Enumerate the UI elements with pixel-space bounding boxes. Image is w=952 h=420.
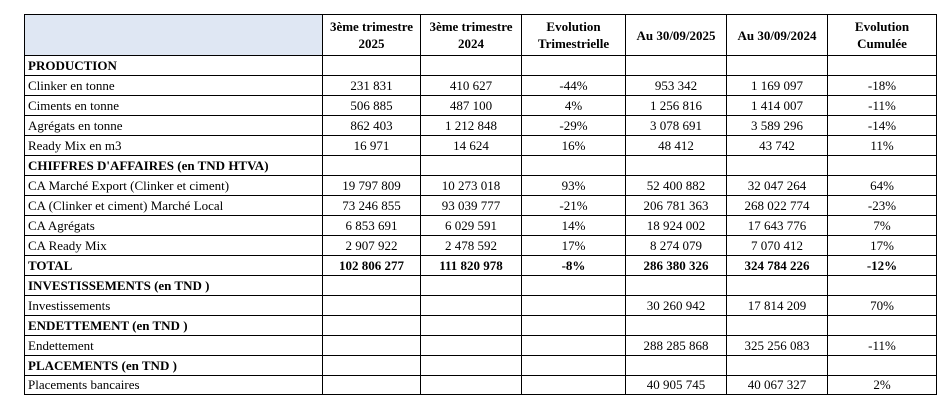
cell-ytd-2024: 40 067 327 <box>727 376 828 395</box>
cell-q3-2025 <box>323 276 421 296</box>
table-row <box>25 196 937 216</box>
header-q3-2024: 3ème trimestre 2024 <box>421 15 522 56</box>
cell-ytd-2024: 1 414 007 <box>727 96 828 116</box>
cell-q3-2024 <box>421 356 522 376</box>
cell-evolution-cumulative: -23% <box>828 196 937 216</box>
row-label: CA Marché Export (Clinker et ciment) <box>25 176 323 196</box>
cell-ytd-2024 <box>727 356 828 376</box>
cell-ytd-2024 <box>727 276 828 296</box>
cell-ytd-2025 <box>626 276 727 296</box>
cell-q3-2025 <box>323 316 421 336</box>
row-label: TOTAL <box>25 256 323 276</box>
cell-evolution-quarterly <box>522 156 626 176</box>
table-row <box>25 176 937 196</box>
cell-q3-2025: 862 403 <box>323 116 421 136</box>
cell-q3-2024: 93 039 777 <box>421 196 522 216</box>
cell-evolution-cumulative: -14% <box>828 116 937 136</box>
row-label: Ciments en tonne <box>25 96 323 116</box>
table-row <box>25 336 937 356</box>
cell-evolution-quarterly: -44% <box>522 76 626 96</box>
cell-evolution-quarterly: 93% <box>522 176 626 196</box>
cell-ytd-2024 <box>727 316 828 336</box>
cell-ytd-2024: 268 022 774 <box>727 196 828 216</box>
row-label: CA (Clinker et ciment) Marché Local <box>25 196 323 216</box>
header-label-cell <box>25 15 323 56</box>
table-row <box>25 216 937 236</box>
cell-q3-2025 <box>323 56 421 76</box>
cell-evolution-quarterly: -8% <box>522 256 626 276</box>
cell-evolution-quarterly: -21% <box>522 196 626 216</box>
cell-q3-2025: 2 907 922 <box>323 236 421 256</box>
cell-evolution-quarterly: -29% <box>522 116 626 136</box>
cell-q3-2024: 1 212 848 <box>421 116 522 136</box>
cell-ytd-2025: 8 274 079 <box>626 236 727 256</box>
cell-evolution-cumulative: 70% <box>828 296 937 316</box>
cell-evolution-quarterly <box>522 356 626 376</box>
row-label: CA Ready Mix <box>25 236 323 256</box>
cell-q3-2025 <box>323 296 421 316</box>
row-label: CA Agrégats <box>25 216 323 236</box>
cell-ytd-2024: 1 169 097 <box>727 76 828 96</box>
cell-ytd-2024: 7 070 412 <box>727 236 828 256</box>
cell-q3-2025: 231 831 <box>323 76 421 96</box>
cell-q3-2025 <box>323 336 421 356</box>
table-row <box>25 136 937 156</box>
table-body <box>25 56 937 395</box>
cell-q3-2024: 14 624 <box>421 136 522 156</box>
cell-evolution-quarterly: 16% <box>522 136 626 156</box>
cell-evolution-quarterly: 14% <box>522 216 626 236</box>
row-label: PLACEMENTS (en TND ) <box>25 356 323 376</box>
row-label: ENDETTEMENT (en TND ) <box>25 316 323 336</box>
cell-q3-2025: 16 971 <box>323 136 421 156</box>
cell-evolution-cumulative: 2% <box>828 376 937 395</box>
cell-evolution-quarterly <box>522 276 626 296</box>
cell-ytd-2025 <box>626 56 727 76</box>
cell-evolution-cumulative: -11% <box>828 336 937 356</box>
cell-ytd-2025 <box>626 356 727 376</box>
cell-q3-2024 <box>421 296 522 316</box>
table-row <box>25 296 937 316</box>
cell-ytd-2025: 206 781 363 <box>626 196 727 216</box>
cell-q3-2024: 111 820 978 <box>421 256 522 276</box>
cell-q3-2025 <box>323 356 421 376</box>
cell-q3-2025: 6 853 691 <box>323 216 421 236</box>
row-label: Investissements <box>25 296 323 316</box>
cell-evolution-quarterly: 4% <box>522 96 626 116</box>
section-header-row <box>25 56 937 76</box>
row-label: Clinker en tonne <box>25 76 323 96</box>
cell-ytd-2025: 30 260 942 <box>626 296 727 316</box>
cell-evolution-cumulative: 64% <box>828 176 937 196</box>
cell-q3-2024: 487 100 <box>421 96 522 116</box>
row-label: INVESTISSEMENTS (en TND ) <box>25 276 323 296</box>
cell-ytd-2025: 48 412 <box>626 136 727 156</box>
row-label: PRODUCTION <box>25 56 323 76</box>
section-header-row <box>25 276 937 296</box>
cell-q3-2024 <box>421 376 522 395</box>
cell-evolution-cumulative: -18% <box>828 76 937 96</box>
cell-evolution-cumulative <box>828 156 937 176</box>
cell-evolution-cumulative: -12% <box>828 256 937 276</box>
cell-evolution-quarterly <box>522 336 626 356</box>
header-q3-2025: 3ème trimestre 2025 <box>323 15 421 56</box>
cell-ytd-2025: 1 256 816 <box>626 96 727 116</box>
cell-q3-2024 <box>421 56 522 76</box>
cell-ytd-2025: 953 342 <box>626 76 727 96</box>
table-header-row <box>25 15 937 56</box>
cell-evolution-cumulative: 11% <box>828 136 937 156</box>
cell-evolution-quarterly <box>522 316 626 336</box>
cell-q3-2024 <box>421 156 522 176</box>
cell-q3-2025 <box>323 376 421 395</box>
row-label: CHIFFRES D'AFFAIRES (en TND HTVA) <box>25 156 323 176</box>
cell-ytd-2025: 40 905 745 <box>626 376 727 395</box>
cell-ytd-2025 <box>626 316 727 336</box>
cell-evolution-quarterly <box>522 296 626 316</box>
cell-evolution-quarterly <box>522 376 626 395</box>
section-header-row <box>25 356 937 376</box>
cell-evolution-cumulative: -11% <box>828 96 937 116</box>
header-ytd-2025: Au 30/09/2025 <box>626 15 727 56</box>
cell-ytd-2025: 286 380 326 <box>626 256 727 276</box>
cell-evolution-cumulative: 17% <box>828 236 937 256</box>
total-row <box>25 256 937 276</box>
section-header-row <box>25 156 937 176</box>
row-label: Placements bancaires <box>25 376 323 395</box>
cell-ytd-2025: 52 400 882 <box>626 176 727 196</box>
cell-q3-2024 <box>421 276 522 296</box>
cell-evolution-cumulative <box>828 356 937 376</box>
table-row <box>25 76 937 96</box>
table-row <box>25 116 937 136</box>
cell-ytd-2024: 17 643 776 <box>727 216 828 236</box>
cell-evolution-cumulative <box>828 56 937 76</box>
cell-ytd-2025 <box>626 156 727 176</box>
row-label: Ready Mix en m3 <box>25 136 323 156</box>
cell-q3-2025: 19 797 809 <box>323 176 421 196</box>
cell-evolution-quarterly: 17% <box>522 236 626 256</box>
cell-ytd-2024: 325 256 083 <box>727 336 828 356</box>
row-label: Endettement <box>25 336 323 356</box>
table-row <box>25 236 937 256</box>
cell-q3-2025: 73 246 855 <box>323 196 421 216</box>
cell-ytd-2025: 288 285 868 <box>626 336 727 356</box>
cell-ytd-2024: 324 784 226 <box>727 256 828 276</box>
cell-evolution-quarterly <box>522 56 626 76</box>
cell-ytd-2024 <box>727 156 828 176</box>
cell-ytd-2025: 18 924 002 <box>626 216 727 236</box>
cell-q3-2024: 2 478 592 <box>421 236 522 256</box>
cell-q3-2024: 10 273 018 <box>421 176 522 196</box>
cell-evolution-cumulative <box>828 276 937 296</box>
row-label: Agrégats en tonne <box>25 116 323 136</box>
cell-q3-2024 <box>421 316 522 336</box>
cell-q3-2025: 506 885 <box>323 96 421 116</box>
cell-ytd-2024: 3 589 296 <box>727 116 828 136</box>
cell-q3-2025: 102 806 277 <box>323 256 421 276</box>
cell-evolution-cumulative: 7% <box>828 216 937 236</box>
cell-ytd-2025: 3 078 691 <box>626 116 727 136</box>
cell-q3-2024: 410 627 <box>421 76 522 96</box>
cell-q3-2024: 6 029 591 <box>421 216 522 236</box>
cell-ytd-2024 <box>727 56 828 76</box>
cell-q3-2024 <box>421 336 522 356</box>
section-header-row <box>25 316 937 336</box>
cell-ytd-2024: 17 814 209 <box>727 296 828 316</box>
header-ytd-2024: Au 30/09/2024 <box>727 15 828 56</box>
cell-ytd-2024: 43 742 <box>727 136 828 156</box>
financial-indicators-table <box>24 14 937 395</box>
header-evolution-cumulative: Evolution Cumulée <box>828 15 937 56</box>
header-evolution-quarterly: Evolution Trimestrielle <box>522 15 626 56</box>
cell-q3-2025 <box>323 156 421 176</box>
table-row <box>25 96 937 116</box>
cell-ytd-2024: 32 047 264 <box>727 176 828 196</box>
cell-evolution-cumulative <box>828 316 937 336</box>
table-row <box>25 376 937 395</box>
